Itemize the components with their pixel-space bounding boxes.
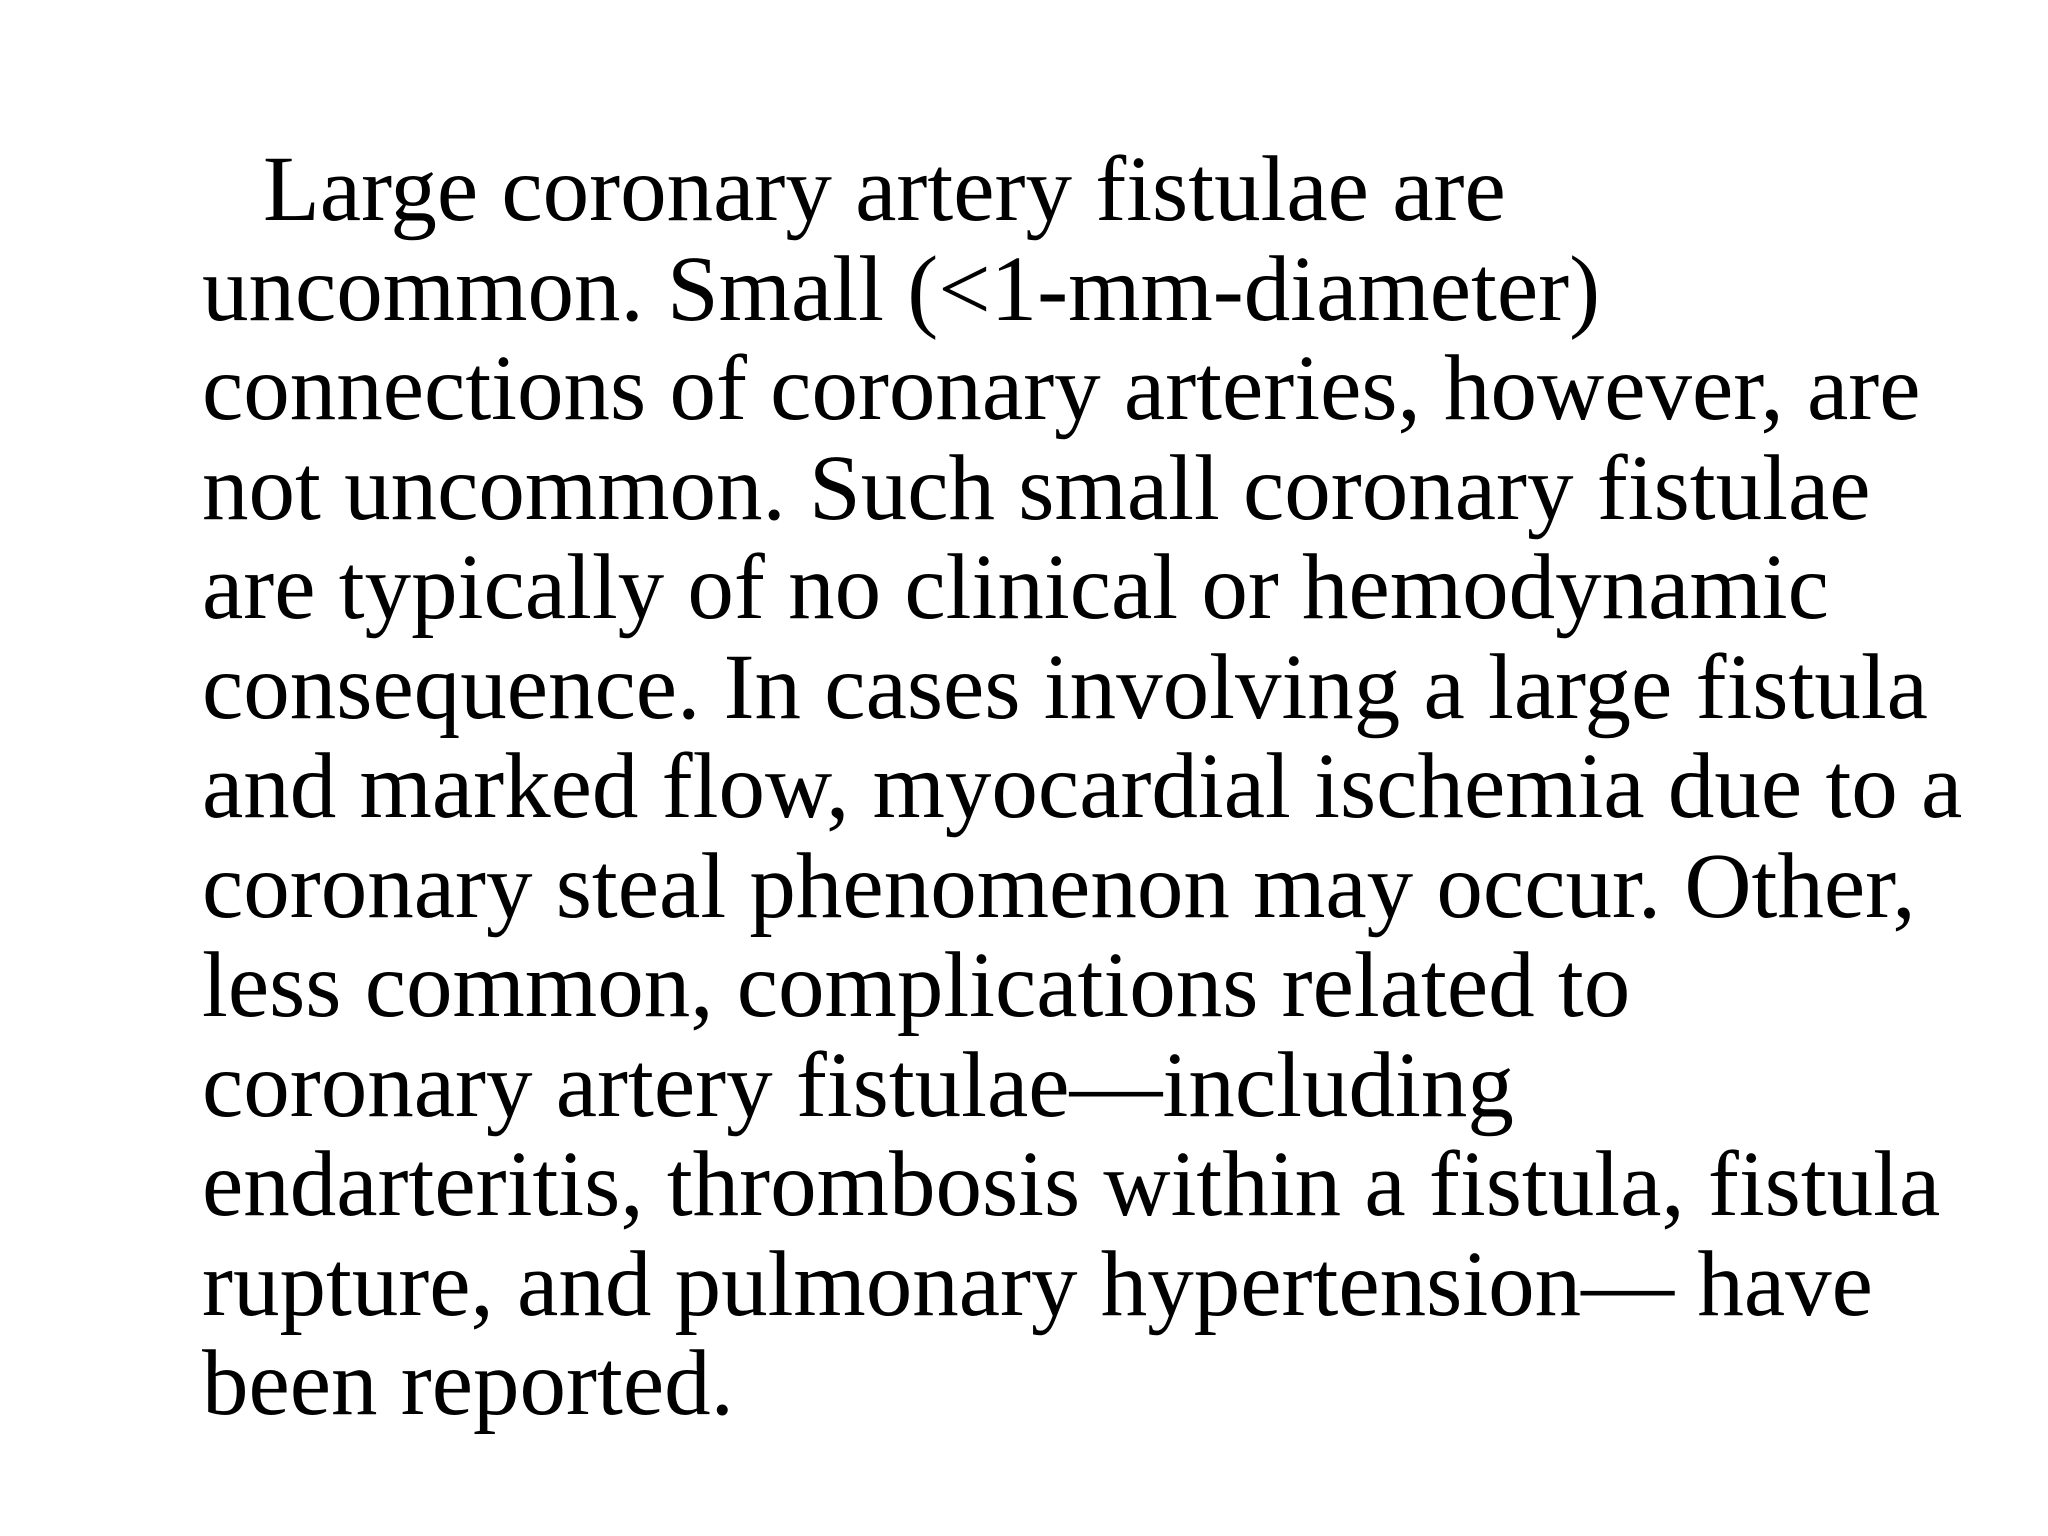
paragraph-line-4: not uncommon. Such small coronary fistulae <box>202 436 1871 540</box>
paragraph-line-10: coronary artery fistulae—including <box>202 1033 1514 1137</box>
paragraph-line-3: connections of coronary arteries, however, are <box>202 337 1921 440</box>
paragraph-line-7: and marked flow, myocardial ischemia due to a <box>202 735 1963 838</box>
paragraph-line-2: uncommon. Small (<1-mm-diameter) <box>202 237 1601 341</box>
paragraph-line-8: coronary steal phenomenon may occur. Other, <box>202 834 1916 938</box>
paragraph-line-9: less common, complications related to <box>202 934 1631 1037</box>
paragraph-line-12: rupture, and pulmonary hypertension— have <box>202 1232 1873 1336</box>
paragraph-line-1: Large coronary artery fistulae are <box>263 138 1506 241</box>
paragraph-line-13: been reported. <box>202 1332 734 1435</box>
paragraph-line-6: consequence. In cases involving a large fistula <box>202 635 1928 739</box>
paragraph-line-11: endarteritis, thrombosis within a fistula, fistula <box>202 1133 1941 1236</box>
body-paragraph <box>202 140 2002 1434</box>
paragraph-line-5: are typically of no clinical or hemodynamic <box>202 536 1829 639</box>
